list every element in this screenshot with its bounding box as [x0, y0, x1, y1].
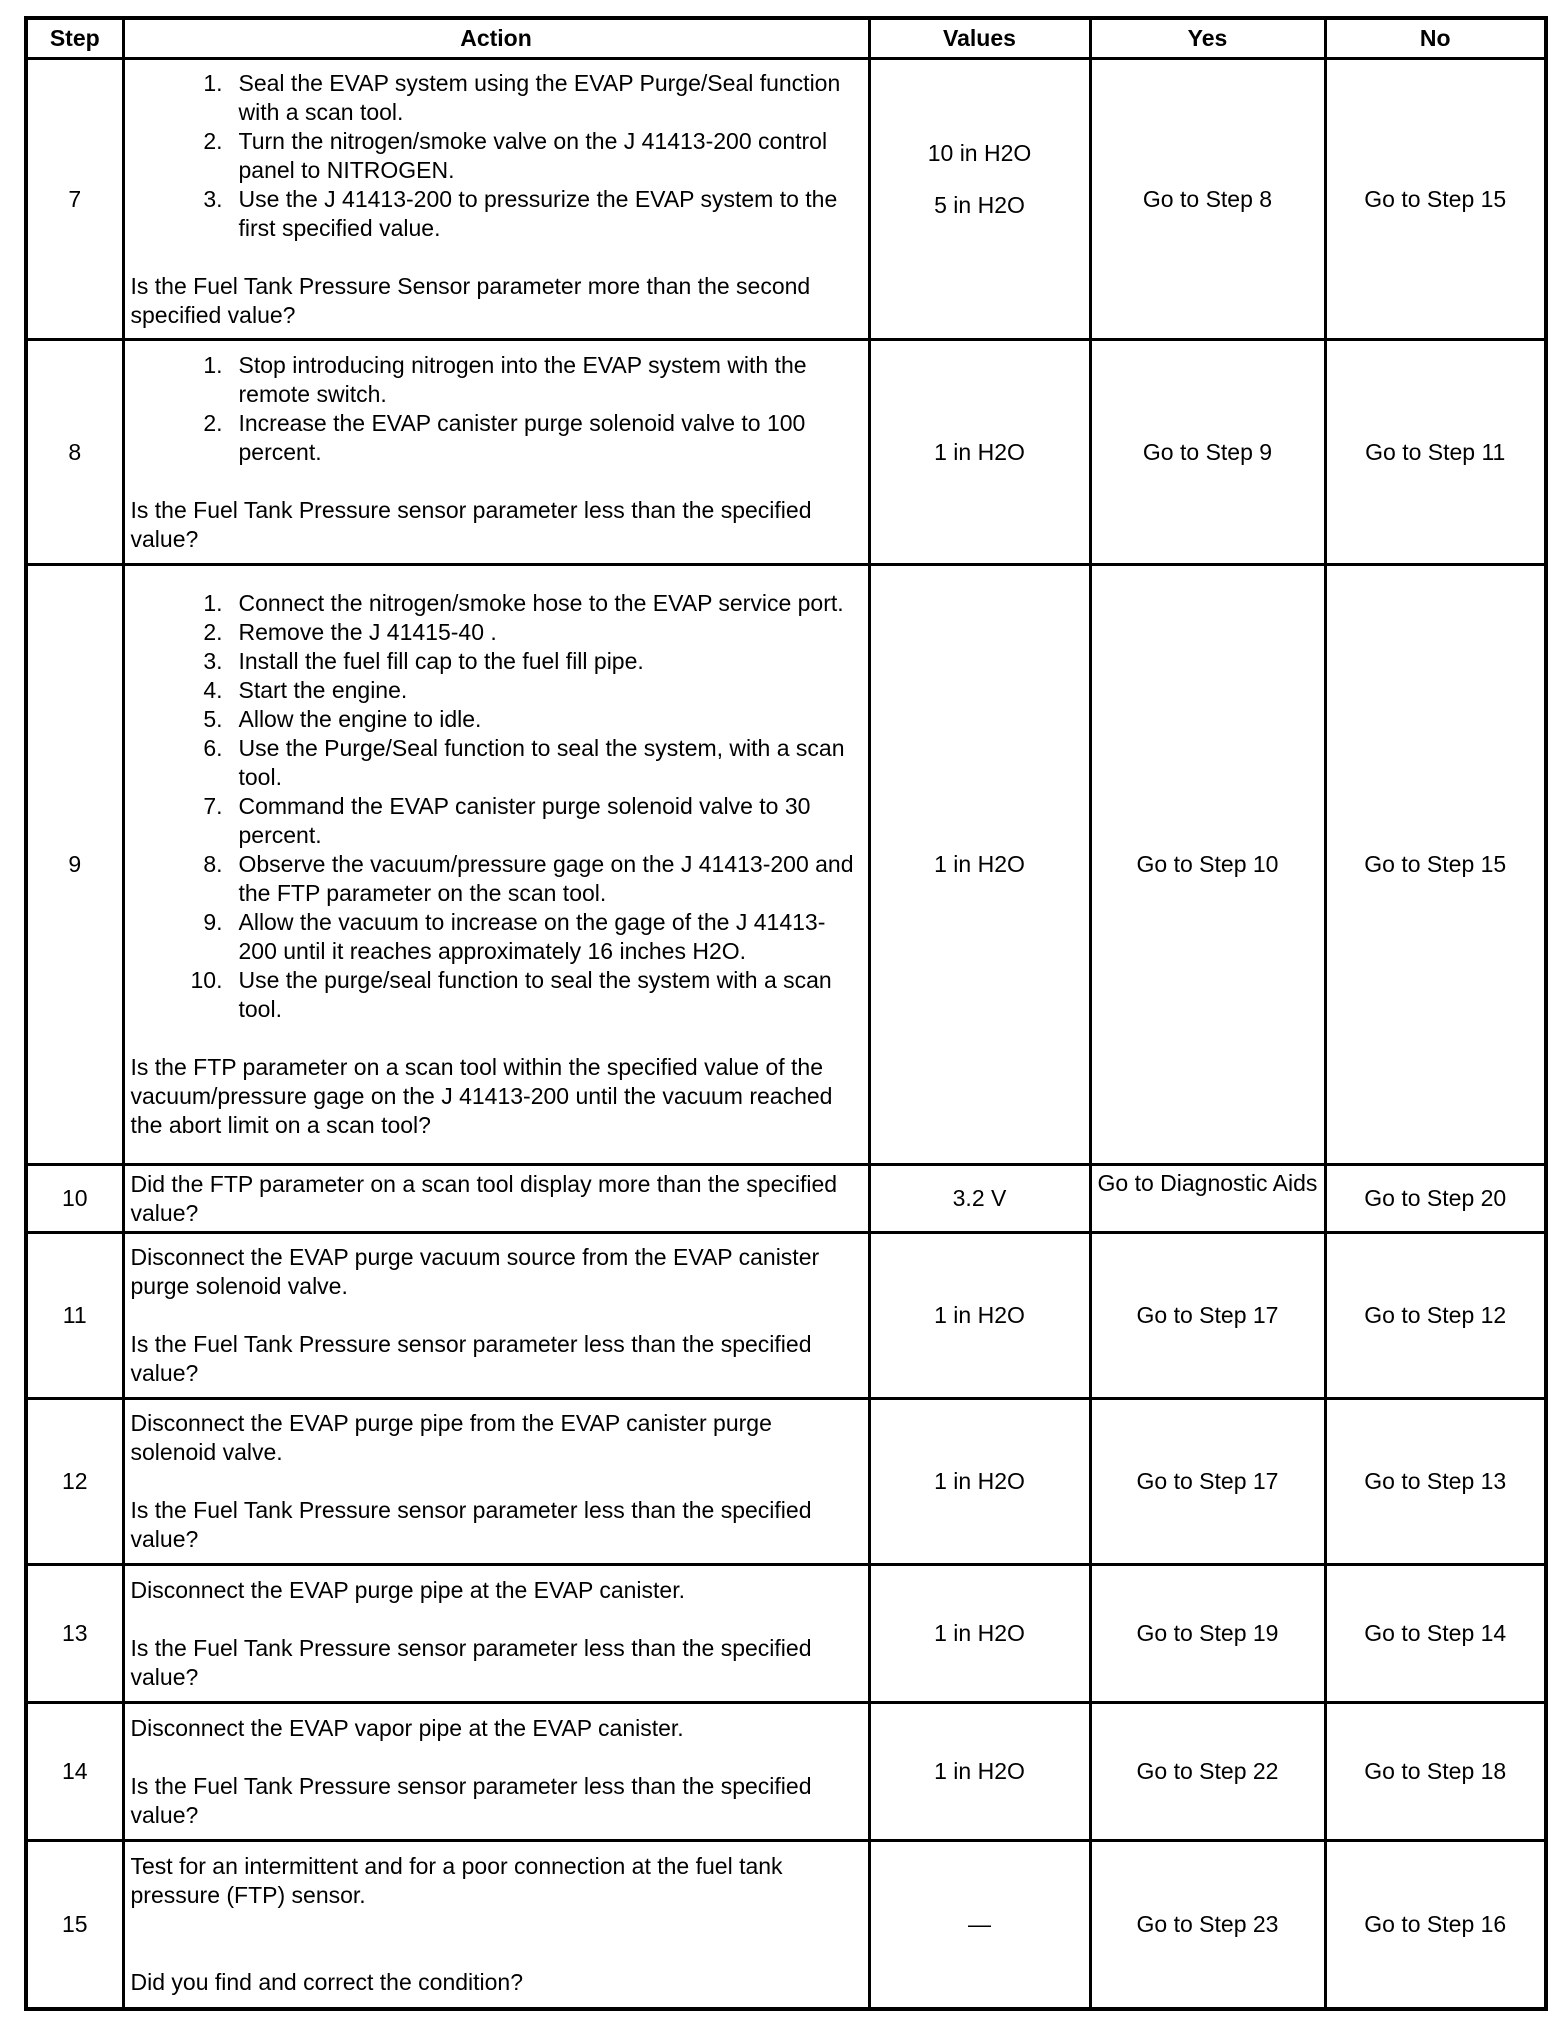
header-yes: Yes [1090, 18, 1325, 59]
step-number: 14 [26, 1703, 123, 1841]
action-question: Did you find and correct the condition? [130, 1968, 524, 1995]
values-cell: — [869, 1841, 1090, 2009]
values-cell: 3.2 V [869, 1165, 1090, 1233]
no-result: Go to Step 15 [1325, 59, 1546, 340]
action-step-item: Command the EVAP canister purge solenoid valve to 30 percent. [238, 793, 811, 848]
action-cell [123, 59, 869, 340]
step-number: 13 [26, 1565, 123, 1703]
action-step-item: Allow the engine to idle. [238, 706, 482, 732]
step-number: 7 [26, 59, 123, 340]
action-steps [131, 351, 862, 467]
value: 5 in H2O [934, 191, 1025, 218]
header-no: No [1325, 18, 1546, 59]
diagnostic-table [24, 16, 1548, 2011]
value: 10 in H2O [927, 139, 1032, 166]
action-cell [123, 1233, 869, 1399]
action-question: Is the Fuel Tank Pressure sensor parameter less than the specified value? [130, 1772, 812, 1828]
action-step-item: Stop introducing nitrogen into the EVAP system with the remote switch. [238, 351, 807, 407]
action-cell [123, 1703, 869, 1841]
no-result: Go to Step 11 [1325, 340, 1546, 565]
yes-result: Go to Step 22 [1090, 1703, 1325, 1841]
yes-result: Go to Step 8 [1090, 59, 1325, 340]
action-step-item: Observe the vacuum/pressure gage on the J 41413-200 and the FTP parameter on the scan tool. [238, 851, 854, 906]
action-step-item: Remove the J 41415-40 . [238, 619, 497, 645]
action-step-item: Increase the EVAP canister purge solenoid valve to 100 percent. [238, 409, 806, 465]
table-row [26, 1841, 1546, 2009]
yes-result: Go to Diagnostic Aids [1090, 1165, 1325, 1233]
action-step-item: Use the purge/seal function to seal the system with a scan tool. [238, 967, 832, 1022]
step-number: 15 [26, 1841, 123, 2009]
values-cell: 1 in H2O [869, 1399, 1090, 1565]
action-question: Is the FTP parameter on a scan tool within the specified value of the vacuum/pressure gage on the J 41413-200 until the vacuum reached the abort limit on a scan tool? [130, 1054, 833, 1138]
action-question: Is the Fuel Tank Pressure Sensor parameter more than the second specified value? [130, 272, 811, 328]
no-result: Go to Step 20 [1325, 1165, 1546, 1233]
no-result: Go to Step 15 [1325, 565, 1546, 1165]
action-instruction: Disconnect the EVAP purge pipe from the EVAP canister purge solenoid valve. [130, 1410, 772, 1465]
action-cell [123, 1165, 869, 1233]
no-result: Go to Step 13 [1325, 1399, 1546, 1565]
no-result: Go to Step 16 [1325, 1841, 1546, 2009]
yes-result: Go to Step 19 [1090, 1565, 1325, 1703]
no-result: Go to Step 12 [1325, 1233, 1546, 1399]
action-question: Is the Fuel Tank Pressure sensor parameter less than the specified value? [130, 496, 812, 552]
action-step-item: Turn the nitrogen/smoke valve on the J 41413-200 control panel to NITROGEN. [238, 127, 828, 183]
action-cell [123, 340, 869, 565]
action-question: Is the Fuel Tank Pressure sensor parameter less than the specified value? [130, 1497, 812, 1552]
action-cell [123, 1565, 869, 1703]
no-result: Go to Step 14 [1325, 1565, 1546, 1703]
action-step-item: Use the J 41413-200 to pressurize the EVAP system to the first specified value. [238, 185, 838, 241]
action-instruction: Test for an intermittent and for a poor connection at the fuel tank pressure (FTP) sensor. [130, 1852, 783, 1908]
action-steps [131, 589, 862, 1024]
step-number: 10 [26, 1165, 123, 1233]
values-cell: 1 in H2O [869, 1233, 1090, 1399]
values-cell: 1 in H2O [869, 565, 1090, 1165]
table-row [26, 1165, 1546, 1233]
action-question: Did the FTP parameter on a scan tool display more than the specified value? [130, 1170, 838, 1226]
step-number: 9 [26, 565, 123, 1165]
action-instruction: Disconnect the EVAP vapor pipe at the EVAP canister. [130, 1714, 684, 1741]
yes-result: Go to Step 17 [1090, 1399, 1325, 1565]
table-row [26, 1703, 1546, 1841]
action-cell [123, 1399, 869, 1565]
header-row [26, 18, 1546, 59]
table-row [26, 1399, 1546, 1565]
action-cell [123, 565, 869, 1165]
action-step-item: Use the Purge/Seal function to seal the system, with a scan tool. [238, 735, 845, 790]
action-instruction: Disconnect the EVAP purge pipe at the EVAP canister. [130, 1576, 685, 1603]
values-cell [869, 59, 1090, 340]
yes-result: Go to Step 23 [1090, 1841, 1325, 2009]
table-row [26, 565, 1546, 1165]
action-instruction: Disconnect the EVAP purge vacuum source from the EVAP canister purge solenoid valve. [130, 1244, 820, 1299]
yes-result: Go to Step 9 [1090, 340, 1325, 565]
action-step-item: Start the engine. [238, 677, 408, 703]
header-step: Step [26, 18, 123, 59]
action-cell [123, 1841, 869, 2009]
table-row [26, 1565, 1546, 1703]
table-row [26, 59, 1546, 340]
action-step-item: Seal the EVAP system using the EVAP Purge/Seal function with a scan tool. [238, 69, 841, 125]
action-step-item: Connect the nitrogen/smoke hose to the EVAP service port. [238, 590, 844, 616]
diagnostic-document [24, 16, 1544, 2011]
values-cell: 1 in H2O [869, 1703, 1090, 1841]
values-cell: 1 in H2O [869, 1565, 1090, 1703]
table-row [26, 340, 1546, 565]
header-action: Action [123, 18, 869, 59]
action-question: Is the Fuel Tank Pressure sensor parameter less than the specified value? [130, 1634, 812, 1690]
yes-result: Go to Step 10 [1090, 565, 1325, 1165]
yes-result: Go to Step 17 [1090, 1233, 1325, 1399]
action-step-item: Allow the vacuum to increase on the gage of the J 41413-200 until it reaches approximately 16 inches H2O. [238, 909, 826, 964]
step-number: 12 [26, 1399, 123, 1565]
action-question: Is the Fuel Tank Pressure sensor parameter less than the specified value? [130, 1331, 812, 1386]
header-values: Values [869, 18, 1090, 59]
step-number: 11 [26, 1233, 123, 1399]
table-row [26, 1233, 1546, 1399]
step-number: 8 [26, 340, 123, 565]
action-steps [131, 69, 862, 243]
no-result: Go to Step 18 [1325, 1703, 1546, 1841]
action-step-item: Install the fuel fill cap to the fuel fill pipe. [238, 648, 644, 674]
values-cell: 1 in H2O [869, 340, 1090, 565]
